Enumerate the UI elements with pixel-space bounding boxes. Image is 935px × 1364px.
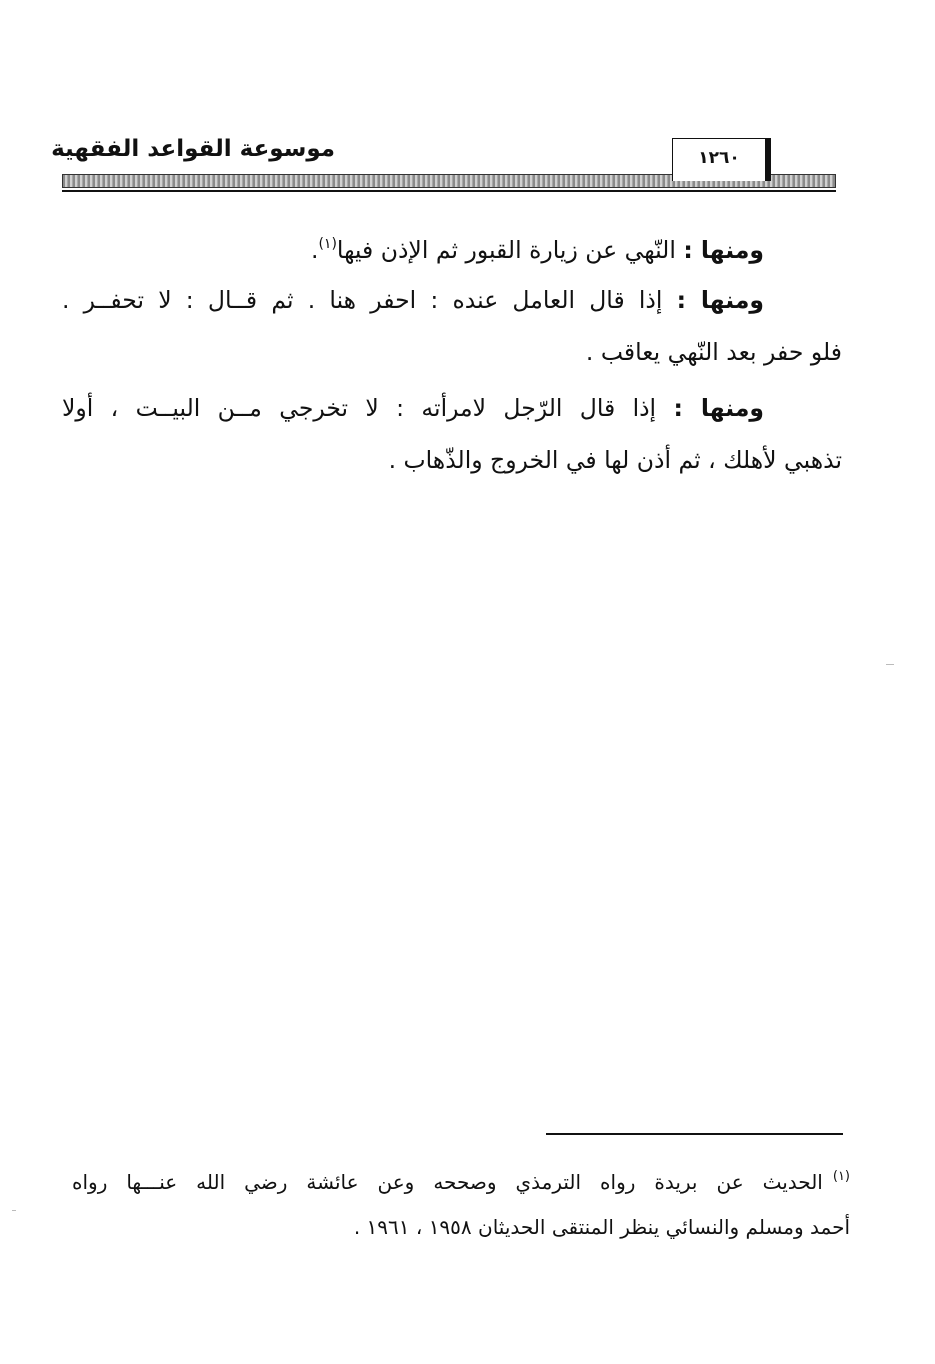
- text-line: [62, 274, 842, 326]
- paragraph: [62, 382, 842, 486]
- text-line: [62, 382, 842, 434]
- running-header-title: موسوعة القواعد الفقهية: [51, 136, 335, 162]
- line-text: النّهي عن زيارة القبور ثم الإذن فيها: [336, 236, 684, 264]
- paragraph: [62, 274, 842, 378]
- line-text: تذهبي لأهلك ، ثم أذن لها في الخروج والذّهاب .: [388, 446, 842, 474]
- paragraph: [62, 218, 842, 270]
- line-text: فلو حفر بعد النّهي يعاقب .: [585, 338, 842, 366]
- main-text: [62, 218, 842, 486]
- paragraph-lead: ومنها :: [673, 394, 765, 422]
- paragraph-lead: ومنها :: [676, 286, 764, 314]
- footnote-line: [72, 1152, 850, 1202]
- page-number-box: [672, 138, 766, 181]
- text-line: [62, 434, 842, 486]
- paragraph-lead: ومنها :: [683, 236, 764, 264]
- footnote: [72, 1152, 850, 1252]
- footnote-text: أحمد ومسلم والنسائي ينظر المنتقى الحديثان ١٩٥٨ ، ١٩٦١ .: [353, 1215, 850, 1239]
- page-number: ١٢٦٠: [698, 148, 740, 168]
- footnote-reference: (١): [318, 236, 337, 252]
- line-text: إذا قال العامل عنده : احفر هنا . ثم قــال : لا تحفــر .: [62, 286, 677, 314]
- footnote-line: [72, 1202, 850, 1252]
- footnote-separator: [546, 1133, 843, 1135]
- footnote-marker: (١): [832, 1169, 850, 1184]
- scan-speck: [886, 664, 894, 665]
- scan-speck: [12, 1210, 16, 1211]
- header-rule: [62, 190, 836, 192]
- text-line: [62, 326, 842, 378]
- line-text: إذا قال الرّجل لامرأته : لا تخرجي مــن البيــت ، أولا: [62, 394, 674, 422]
- footnote-text: الحديث عن بريدة رواه الترمذي وصححه وعن عائشة رضي الله عنـــها رواه: [72, 1170, 823, 1194]
- text-line: [62, 218, 842, 270]
- line-tail: .: [310, 236, 319, 264]
